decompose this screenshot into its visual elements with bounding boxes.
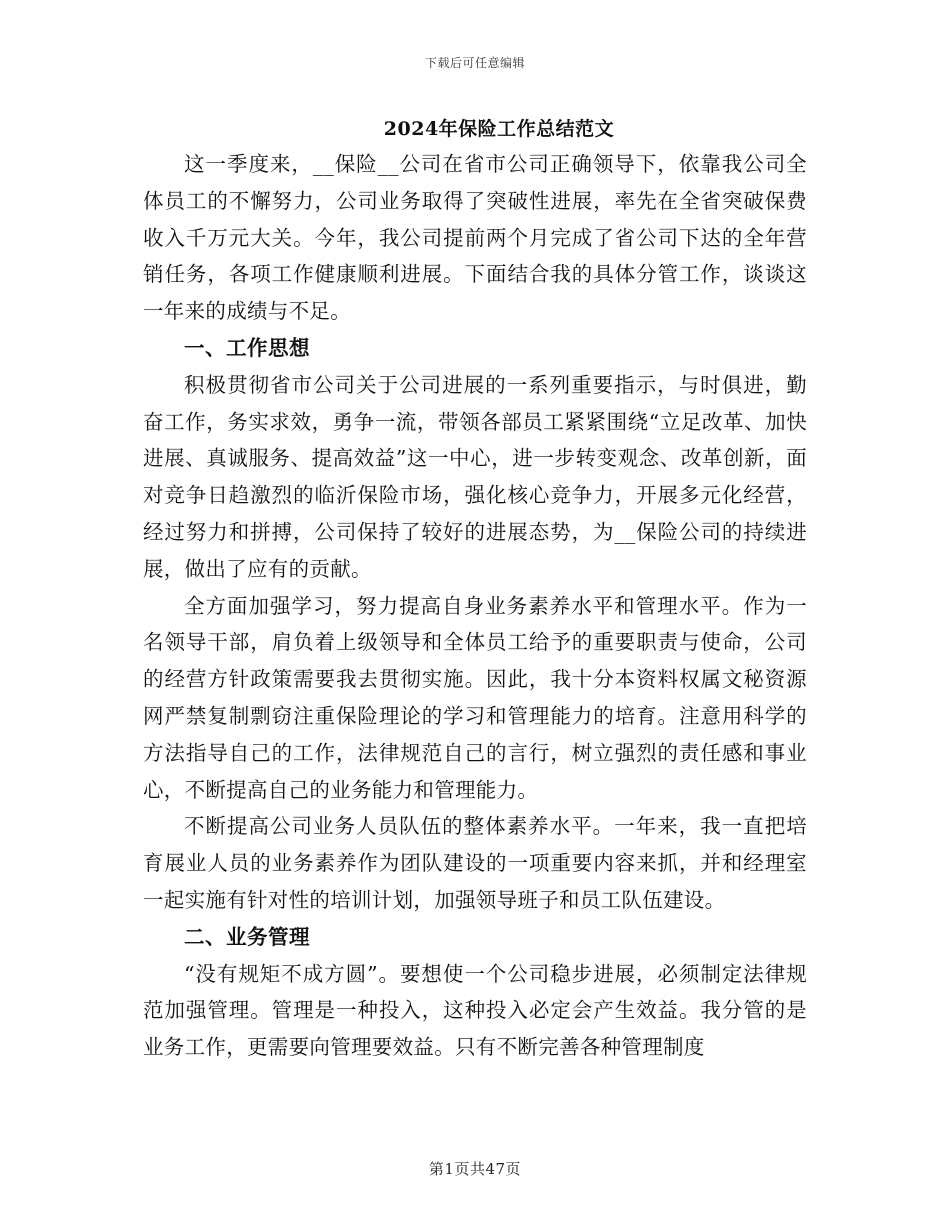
paragraph-intro: 这一季度来，__保险__公司在省市公司正确领导下，依靠我公司全体员工的不懈努力，公司业务取得了突破性进展，率先在全省突破保费收入千万元大关。今年，我公司提前两个月完成了省公司下达的全年营销任务，各项工作健康顺利进展。下面结合我的具体分管工作，谈谈这一年来的成绩与不足。 xyxy=(143,152,807,324)
document-title: 2024年保险工作总结范文 xyxy=(383,118,615,140)
paragraph-work-thought: 积极贯彻省市公司关于公司进展的一系列重要指示，与时俱进，勤奋工作，务实求效，勇争一流，带领各部员工紧紧围绕“立足改革、加快进展、真诚服务、提高效益”这一中心，进一步转变观念、改革创新，面对竞争日趋激烈的临沂保险市场，强化核心竞争力，开展多元化经营，经过努力和拼搏，公司保持了较好的进展态势，为__保险公司的持续进展，做出了应有的贡献。 xyxy=(143,372,807,581)
section-heading-business-management: 二、业务管理 xyxy=(184,924,310,949)
paragraph-study: 全方面加强学习，努力提高自身业务素养水平和管理水平。作为一名领导干部，肩负着上级领导和全体员工给予的重要职责与使命，公司的经营方针政策需要我去贯彻实施。因此，我十分本资料权属文秘资源网严禁复制剽窃注重保险理论的学习和管理能力的培育。注意用科学的方法指导自己的工作，法律规范自己的言行，树立强烈的责任感和事业心，不断提高自己的业务能力和管理能力。 xyxy=(143,593,807,802)
paragraph-management: “没有规矩不成方圆”。要想使一个公司稳步进展，必须制定法律规范加强管理。管理是一种投入，这种投入必定会产生效益。我分管的是业务工作，更需要向管理要效益。只有不断完善各种管理制度 xyxy=(143,961,807,1060)
document-body xyxy=(143,146,807,1066)
section-heading-work-thought: 一、工作思想 xyxy=(184,335,310,360)
paragraph-team: 不断提高公司业务人员队伍的整体素养水平。一年来，我一直把培育展业人员的业务素养作为团队建设的一项重要内容来抓，并和经理室一起实施有针对性的培训计划，加强领导班子和员工队伍建设。 xyxy=(143,814,807,912)
page-footer-number: 第1页共47页 xyxy=(428,1160,522,1178)
page-header-note: 下载后可任意编辑 xyxy=(424,56,525,70)
